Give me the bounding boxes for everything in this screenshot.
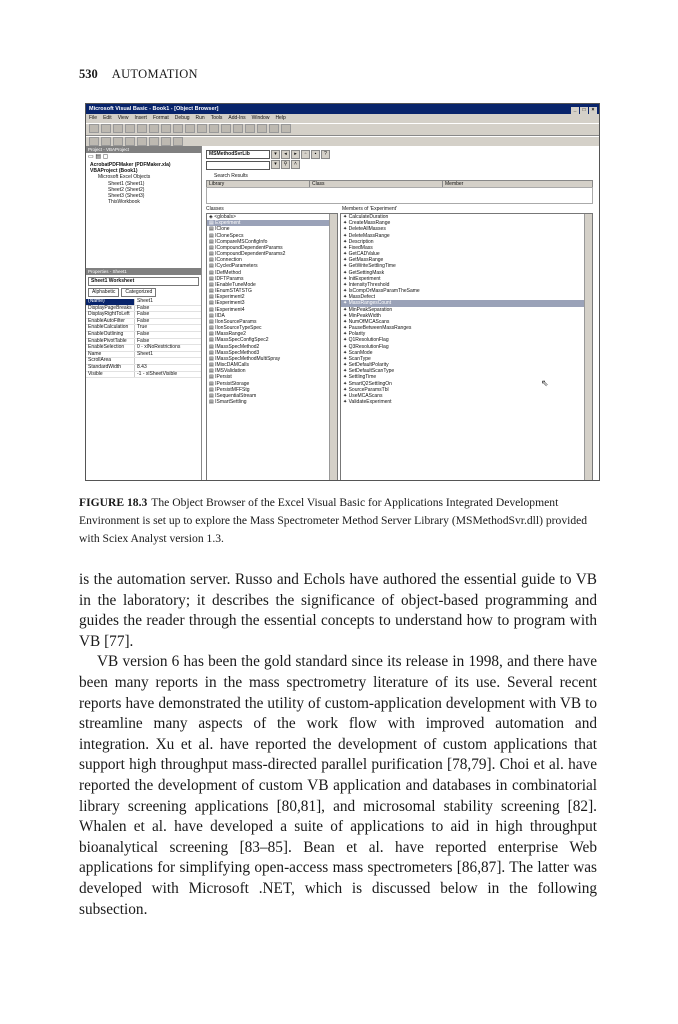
class-item[interactable]: ▤ ICloneSpecs (209, 232, 244, 239)
paragraph-2: VB version 6 has been the gold standard since its release in 1998, and there have been many reports in the mass spectrometry literature of its use. Several recent reports have demonstrated the utility of custom-application development with VB to streamline many aspects of the work flow with improved automation and integration. Xu et al. have reported the development of custom applications that support high throughput mass-directed parallel purification [78,79]. Choi et al. have reported the development of custom VB application and databases in combinatorial library screening applications [80,81], and microsomal stability screening [82]. Whalen et al. have developed a suite of applications to aid in high throughput bioanalytical screening [83–85]. Bean et al. have reported enterprise Web applications for simplifying open-access mass spectrometers [86,87]. The latter was developed with Microsoft .NET, which is discussed below in the following subsection. (79, 653, 597, 918)
object-browser-pane (202, 146, 599, 480)
class-item[interactable]: ▤ ICycledParameters (209, 263, 258, 270)
dropdown-arrow-icon[interactable]: ▾ (271, 150, 280, 159)
property-row[interactable] (86, 372, 201, 379)
figure-caption (79, 494, 597, 548)
menu-item-debug[interactable]: Debug (174, 115, 190, 121)
member-item[interactable]: ✦ GetSettingMask (343, 269, 385, 276)
property-value: False (137, 330, 150, 337)
property-name: DisplayPageBreaks (86, 306, 135, 312)
class-item[interactable]: ▤ IIDA (209, 312, 225, 319)
class-item[interactable]: ◈ <globals> (209, 214, 236, 220)
member-item[interactable]: ✦ UseMCAScans (343, 392, 383, 399)
window-title-bar (86, 104, 599, 114)
member-item[interactable]: ✦ Q1ResolutionFlag (343, 337, 389, 344)
member-item[interactable]: ✦ MinPeakWidth (343, 312, 381, 319)
property-value: False (137, 304, 150, 311)
toggle-breakpoint-icon[interactable] (149, 137, 159, 146)
class-item[interactable]: ▤ IMassSpecMethod3 (209, 349, 260, 356)
class-item[interactable]: ▤ ISequentialStream (209, 392, 257, 399)
property-value: False (137, 311, 150, 318)
forward-icon[interactable]: ▸ (291, 150, 300, 159)
tree-item[interactable]: VBAProject (Book1) (90, 168, 138, 175)
project-explorer-icon[interactable] (245, 124, 255, 133)
classes-scrollbar[interactable] (329, 214, 337, 481)
members-list[interactable] (340, 213, 593, 481)
property-name: Name (86, 352, 135, 358)
tree-item[interactable]: Sheet3 (Sheet3) (108, 193, 145, 200)
properties-tab[interactable]: Categorized (121, 288, 156, 297)
property-name: EnablePivotTable (86, 339, 135, 345)
member-item[interactable]: ✦ GetMassRange (343, 257, 384, 264)
property-name: EnableCalculation (86, 325, 135, 331)
tree-item[interactable]: Sheet2 (Sheet2) (108, 186, 145, 193)
copy-to-clipboard-icon[interactable]: ▫ (301, 150, 310, 159)
member-item[interactable]: ✦ FixedMass (343, 244, 373, 251)
class-item[interactable]: ▤ IConnection (209, 257, 242, 264)
view-excel-icon[interactable] (89, 124, 99, 133)
paragraph-1: is the automation server. Russo and Echols have authored the essential guide to VB in the laboratory; it describes the significance of object-based programming and guides the reader through the essential concepts to understand how to program with VB [77]. (79, 571, 597, 650)
member-item[interactable]: ✦ GetWriteSettlingTime (343, 263, 396, 270)
col-member[interactable]: Member (445, 181, 464, 187)
classes-list[interactable] (206, 213, 338, 481)
comment-block-icon[interactable] (161, 137, 171, 146)
toolbar-standard (86, 123, 599, 136)
menu-item-tools[interactable]: Tools (210, 115, 223, 121)
find-icon[interactable] (161, 124, 171, 133)
paste-icon[interactable] (149, 124, 159, 133)
property-value: Sheet1 (137, 350, 153, 357)
class-item[interactable]: ▤ IEnableTuneMode (209, 281, 256, 288)
running-header (79, 67, 198, 82)
member-item[interactable]: ✦ NumOfMCAScans (343, 318, 390, 325)
member-item[interactable]: ✦ DeleteAllMasses (343, 226, 386, 233)
mouse-cursor-icon: ⇖ (541, 378, 549, 388)
help-icon[interactable] (281, 124, 291, 133)
member-item[interactable]: ✦ SourceParamsTbl (343, 386, 389, 393)
member-item[interactable]: ✦ SettlingTime (343, 374, 377, 381)
class-item[interactable]: ▤ IMSValidation (209, 368, 246, 375)
vb-object-browser-screenshot (85, 103, 600, 481)
member-item[interactable]: ✦ PauseBetweenMassRanges (343, 325, 412, 332)
reset-icon[interactable] (221, 124, 231, 133)
property-name: Visible (86, 372, 135, 378)
class-item[interactable]: ▤ IExperiment4 (209, 306, 245, 313)
properties-pane (86, 268, 201, 480)
view-definition-icon[interactable]: ▪ (311, 150, 320, 159)
properties-window-icon[interactable] (257, 124, 267, 133)
member-item[interactable]: ✦ ScanType (343, 355, 371, 362)
property-value: True (137, 324, 148, 331)
property-name: (Name) (86, 299, 135, 305)
members-label: Members of 'Experiment' (342, 206, 397, 212)
object-browser-icon[interactable] (269, 124, 279, 133)
member-item[interactable]: ✦ ValidateExperiment (343, 399, 392, 406)
menu-item-insert[interactable]: Insert (134, 115, 147, 121)
class-item[interactable]: ▤ IDefMethod (209, 269, 241, 276)
property-name: StandardWidth (86, 365, 135, 371)
menu-item-window[interactable]: Window (251, 115, 270, 121)
class-item[interactable]: ▤ IMassSpecConfigSpec2 (209, 337, 269, 344)
class-item[interactable]: ▤ IExperiment2 (209, 294, 245, 301)
class-item[interactable]: ▤ IIonSourceParams (209, 318, 257, 325)
property-value: 8.43 (137, 363, 147, 370)
classes-label: Classes (206, 206, 224, 212)
class-item[interactable]: ▤ ISmartSettling (209, 399, 247, 406)
menu-item-help[interactable]: Help (275, 115, 286, 121)
property-value: -1 - xlSheetVisible (137, 370, 178, 377)
dropdown-arrow-icon[interactable]: ▾ (271, 160, 280, 169)
col-class[interactable]: Class (310, 181, 443, 187)
class-item[interactable]: ▤ ICompareMSConfigInfo (209, 238, 268, 245)
body-text (79, 570, 597, 920)
design-mode-icon[interactable] (233, 124, 243, 133)
page-number: 530 (79, 67, 98, 81)
search-results-label: Search Results (214, 173, 248, 179)
menu-item-edit[interactable]: Edit (103, 115, 112, 121)
library-select[interactable]: MSMethodSvrLib (206, 150, 270, 159)
class-item[interactable]: ▤ IEnumSTATSTG (209, 288, 252, 295)
col-library[interactable]: Library (207, 181, 310, 187)
member-item[interactable]: ✦ ScanMode (343, 349, 373, 356)
save-icon[interactable] (113, 124, 123, 133)
member-item[interactable]: ✦ Polarity (343, 331, 366, 338)
property-value: False (137, 317, 150, 324)
member-item[interactable]: ✦ MassDefect (343, 294, 375, 301)
close-button[interactable]: × (589, 107, 597, 114)
properties-pane-title: Properties - Sheet1 (86, 268, 201, 275)
class-item[interactable]: ▤ IMassRange2 (209, 331, 246, 338)
class-item[interactable]: ▤ ICompoundDependentParams2 (209, 251, 286, 258)
figure-label: FIGURE 18.3 (79, 496, 148, 509)
member-item[interactable]: ✦ MinPeakSeparation (343, 306, 393, 313)
bookmark-icon[interactable] (173, 137, 183, 146)
property-name: EnableSelection (86, 345, 135, 351)
class-item[interactable]: ▤ IPersist (209, 374, 232, 381)
menu-bar (86, 114, 599, 123)
project-pane-title: Project - VBAProject (86, 146, 201, 153)
member-item[interactable]: ✦ SetDefaultScanType (343, 368, 395, 375)
insert-icon[interactable] (101, 124, 111, 133)
tree-item[interactable]: AcrobatPDFMaker (PDFMaker.xla) (90, 162, 171, 168)
menu-item-file[interactable]: File (89, 115, 98, 121)
outdent-icon[interactable] (137, 137, 147, 146)
list-constants-icon[interactable] (101, 137, 111, 146)
menu-item-format[interactable]: Format (152, 115, 169, 121)
search-icon[interactable]: ⚲ (281, 160, 290, 169)
class-item[interactable]: ▤ IPersistStorage (209, 380, 250, 387)
tree-item[interactable]: Microsoft Excel Objects (98, 174, 151, 181)
tree-item[interactable]: ThisWorkbook (108, 199, 140, 206)
class-item[interactable]: ▤ IMassSpecMethod2 (209, 343, 260, 350)
library-row (206, 150, 330, 170)
member-item[interactable]: ✦ Q3ResolutionFlag (343, 343, 389, 350)
member-item[interactable]: ✦ CreateMassRange (343, 220, 391, 227)
indent-icon[interactable] (125, 137, 135, 146)
property-name: ScrollArea (86, 358, 135, 364)
property-value: Sheet1 (137, 298, 153, 304)
properties-grid (86, 299, 201, 378)
properties-object-select[interactable]: Sheet1 Worksheet (88, 277, 199, 286)
help-icon[interactable]: ? (321, 150, 330, 159)
section-title: AUTOMATION (111, 67, 198, 81)
members-scrollbar[interactable] (584, 214, 592, 481)
redo-icon[interactable] (185, 124, 195, 133)
menu-item-view[interactable]: View (117, 115, 129, 121)
member-item[interactable]: ✦ IntensityThreshold (343, 281, 390, 288)
member-item[interactable]: ✦ SmartQ2SettlingOn (343, 380, 392, 387)
properties-tabs (86, 288, 201, 297)
member-item[interactable]: ✦ MassRangesCount (341, 300, 592, 306)
search-results-list[interactable] (206, 187, 593, 204)
window-title: Microsoft Visual Basic - Book1 - [Object Browser] (89, 106, 219, 112)
member-item[interactable]: ✦ IsCompOrMassParamTheSame (343, 288, 420, 295)
property-value: 0 - xlNoRestrictions (137, 344, 181, 351)
left-panes (86, 146, 202, 480)
member-item[interactable]: ✦ InitExperiment (343, 275, 381, 282)
class-item[interactable]: ▤ IMiscDAMCalls (209, 362, 250, 369)
member-item[interactable]: ✦ CalculateDuration (343, 214, 389, 220)
properties-tab[interactable]: Alphabetic (88, 288, 119, 297)
back-icon[interactable]: ◂ (281, 150, 290, 159)
copy-icon[interactable] (137, 124, 147, 133)
class-item[interactable]: ▤ IIonSourceTypeSpec (209, 325, 262, 332)
class-item[interactable]: ▤ IExperiment3 (209, 300, 245, 307)
member-item[interactable]: ✦ SetDefaultPolarity (343, 362, 389, 369)
project-tree (86, 162, 201, 205)
menu-item-run[interactable]: Run (195, 115, 205, 121)
show-hide-search-icon[interactable]: ˄ (291, 160, 300, 169)
property-value: False (137, 337, 150, 344)
member-item[interactable]: ✦ Description (343, 238, 374, 245)
caption-text: The Object Browser of the Excel Visual Basic for Applications Integrated Development Environment is set up to explore the Mass Spectrometer Method Server Library (MSMethodSvr.dll) provided with Sciex Analyst version 1.3. (79, 496, 588, 545)
break-icon[interactable] (209, 124, 219, 133)
maximize-button[interactable]: □ (580, 107, 588, 114)
class-item[interactable]: ▤ IMassSpecMethodMultiSpray (209, 355, 281, 362)
class-item[interactable]: ▤ ICompoundDependentParams (209, 244, 283, 251)
property-name: EnableOutlining (86, 332, 135, 338)
member-item[interactable]: ✦ DeleteMassRange (343, 232, 390, 239)
cut-icon[interactable] (125, 124, 135, 133)
property-name: DisplayRightToLeft (86, 312, 135, 318)
property-name: EnableAutoFilter (86, 319, 135, 325)
quick-info-icon[interactable] (113, 137, 123, 146)
member-item[interactable]: ✦ GetCADValue (343, 251, 380, 258)
undo-icon[interactable] (173, 124, 183, 133)
menu-item-addins[interactable]: Add-Ins (228, 115, 246, 121)
project-pane-toolbar: ▭ ▤ ▢ (88, 154, 109, 160)
class-item[interactable]: ▤ Experiment (207, 220, 337, 226)
run-icon[interactable] (197, 124, 207, 133)
class-item[interactable]: ▤ IDFTParams (209, 275, 244, 282)
minimize-button[interactable]: _ (571, 107, 579, 114)
list-properties-icon[interactable] (89, 137, 99, 146)
search-input[interactable] (206, 161, 270, 170)
class-item[interactable]: ▤ IClone (209, 226, 230, 233)
tree-item[interactable]: Sheet1 (Sheet1) (108, 180, 145, 187)
class-item[interactable]: ▤ IPersistMFFStg (209, 386, 250, 393)
